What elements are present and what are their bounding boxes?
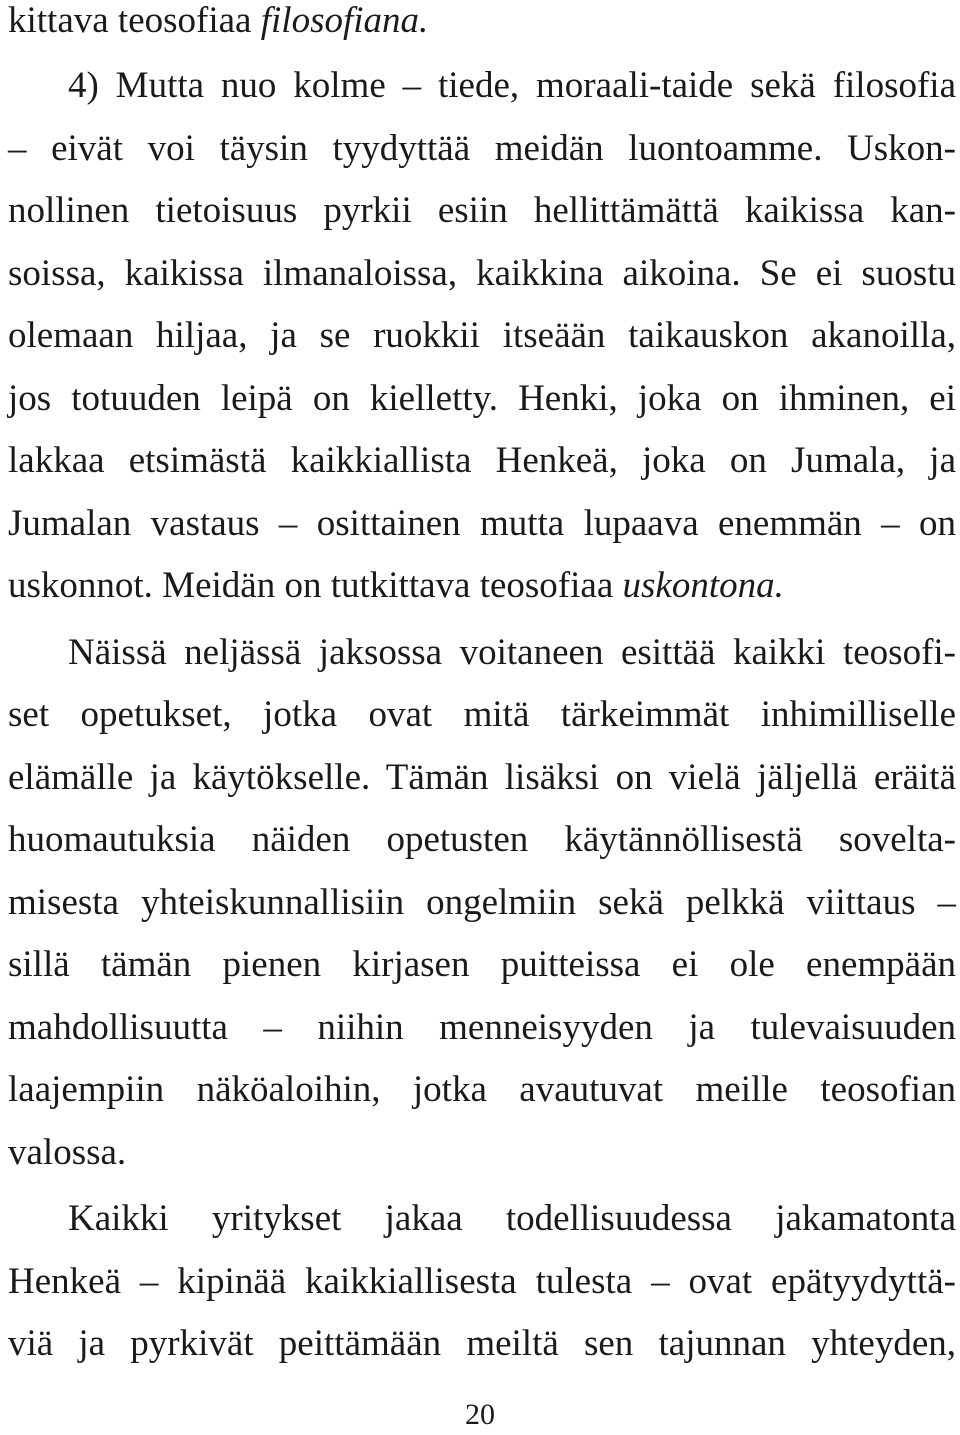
text-line: 4) Mutta nuo kolme – tiede, moraali-taide sekä filosofia	[68, 65, 956, 106]
italic-run: uskontona.	[622, 565, 784, 606]
text-line: elämälle ja käytökselle. Tämän lisäksi on vielä jäljellä eräitä	[8, 756, 956, 798]
text-line: Henkeä – kipinää kaikkiallisesta tulesta – ovat epätyydyttä-	[8, 1260, 956, 1302]
text-line: sillä tämän pienen kirjasen puitteissa ei ole enempään	[8, 944, 956, 985]
text-line: valossa.	[8, 1131, 127, 1173]
text-line: mahdollisuutta – niihin menneisyyden ja tulevaisuuden	[8, 1006, 956, 1048]
text-line: misesta yhteiskunnallisiin ongelmiin sekä pelkkä viittaus –	[8, 881, 956, 923]
text-line	[8, 564, 956, 627]
italic-run: filosofiana.	[260, 0, 429, 41]
text-line: huomautuksia näiden opetusten käytännöllisestä soveltа-	[8, 819, 956, 860]
paragraph-1	[8, 0, 956, 42]
text-line: Jumalan vastaus – osittainen mutta lupaava enemmän – on	[8, 502, 956, 544]
text-line: set opetukset, jotka ovat mitä tärkeimmät inhimilliselle	[8, 694, 956, 735]
text-line: – eivät voi täysin tyydyttää meidän luontoamme. Uskon-	[8, 127, 956, 169]
text-run: uskonnot. Meidän on tutkittava teosofiaa	[8, 565, 623, 606]
text-line: laajempiin näköaloihin, jotka avautuvat meille teosofian	[8, 1069, 956, 1110]
paragraph-2	[8, 64, 956, 627]
text-line: Näissä neljässä jaksossa voitaneen esittää kaikki teosofi-	[68, 631, 956, 673]
text-line: viä ja pyrkivät peittämään meiltä sen tajunnan yhteyden,	[8, 1323, 956, 1364]
paragraph-3	[8, 631, 956, 1194]
text-line: Kaikki yritykset jakaa todellisuudessa jakamatonta	[68, 1198, 956, 1239]
text-line	[8, 0, 956, 42]
text-line: nollinen tietoisuus pyrkii esiin hellittämättä kaikissa kan-	[8, 190, 956, 231]
text-line: lakkaa etsimästä kaikkiallista Henkeä, joka on Jumala, ja	[8, 440, 956, 481]
text-line: jos totuuden leipä on kielletty. Henki, joka on ihminen, ei	[8, 377, 956, 419]
text-line: olemaan hiljaa, ja se ruokkii itseään taikauskon akanoilla,	[8, 315, 956, 356]
paragraph-4	[8, 1197, 956, 1385]
text-run: kittava teosofiaa	[8, 0, 261, 41]
page-body	[8, 0, 956, 1385]
page-number: 20	[465, 1398, 495, 1431]
text-line: soissa, kaikissa ilmanaloissa, kaikkina aikoina. Se ei suostu	[8, 252, 956, 294]
